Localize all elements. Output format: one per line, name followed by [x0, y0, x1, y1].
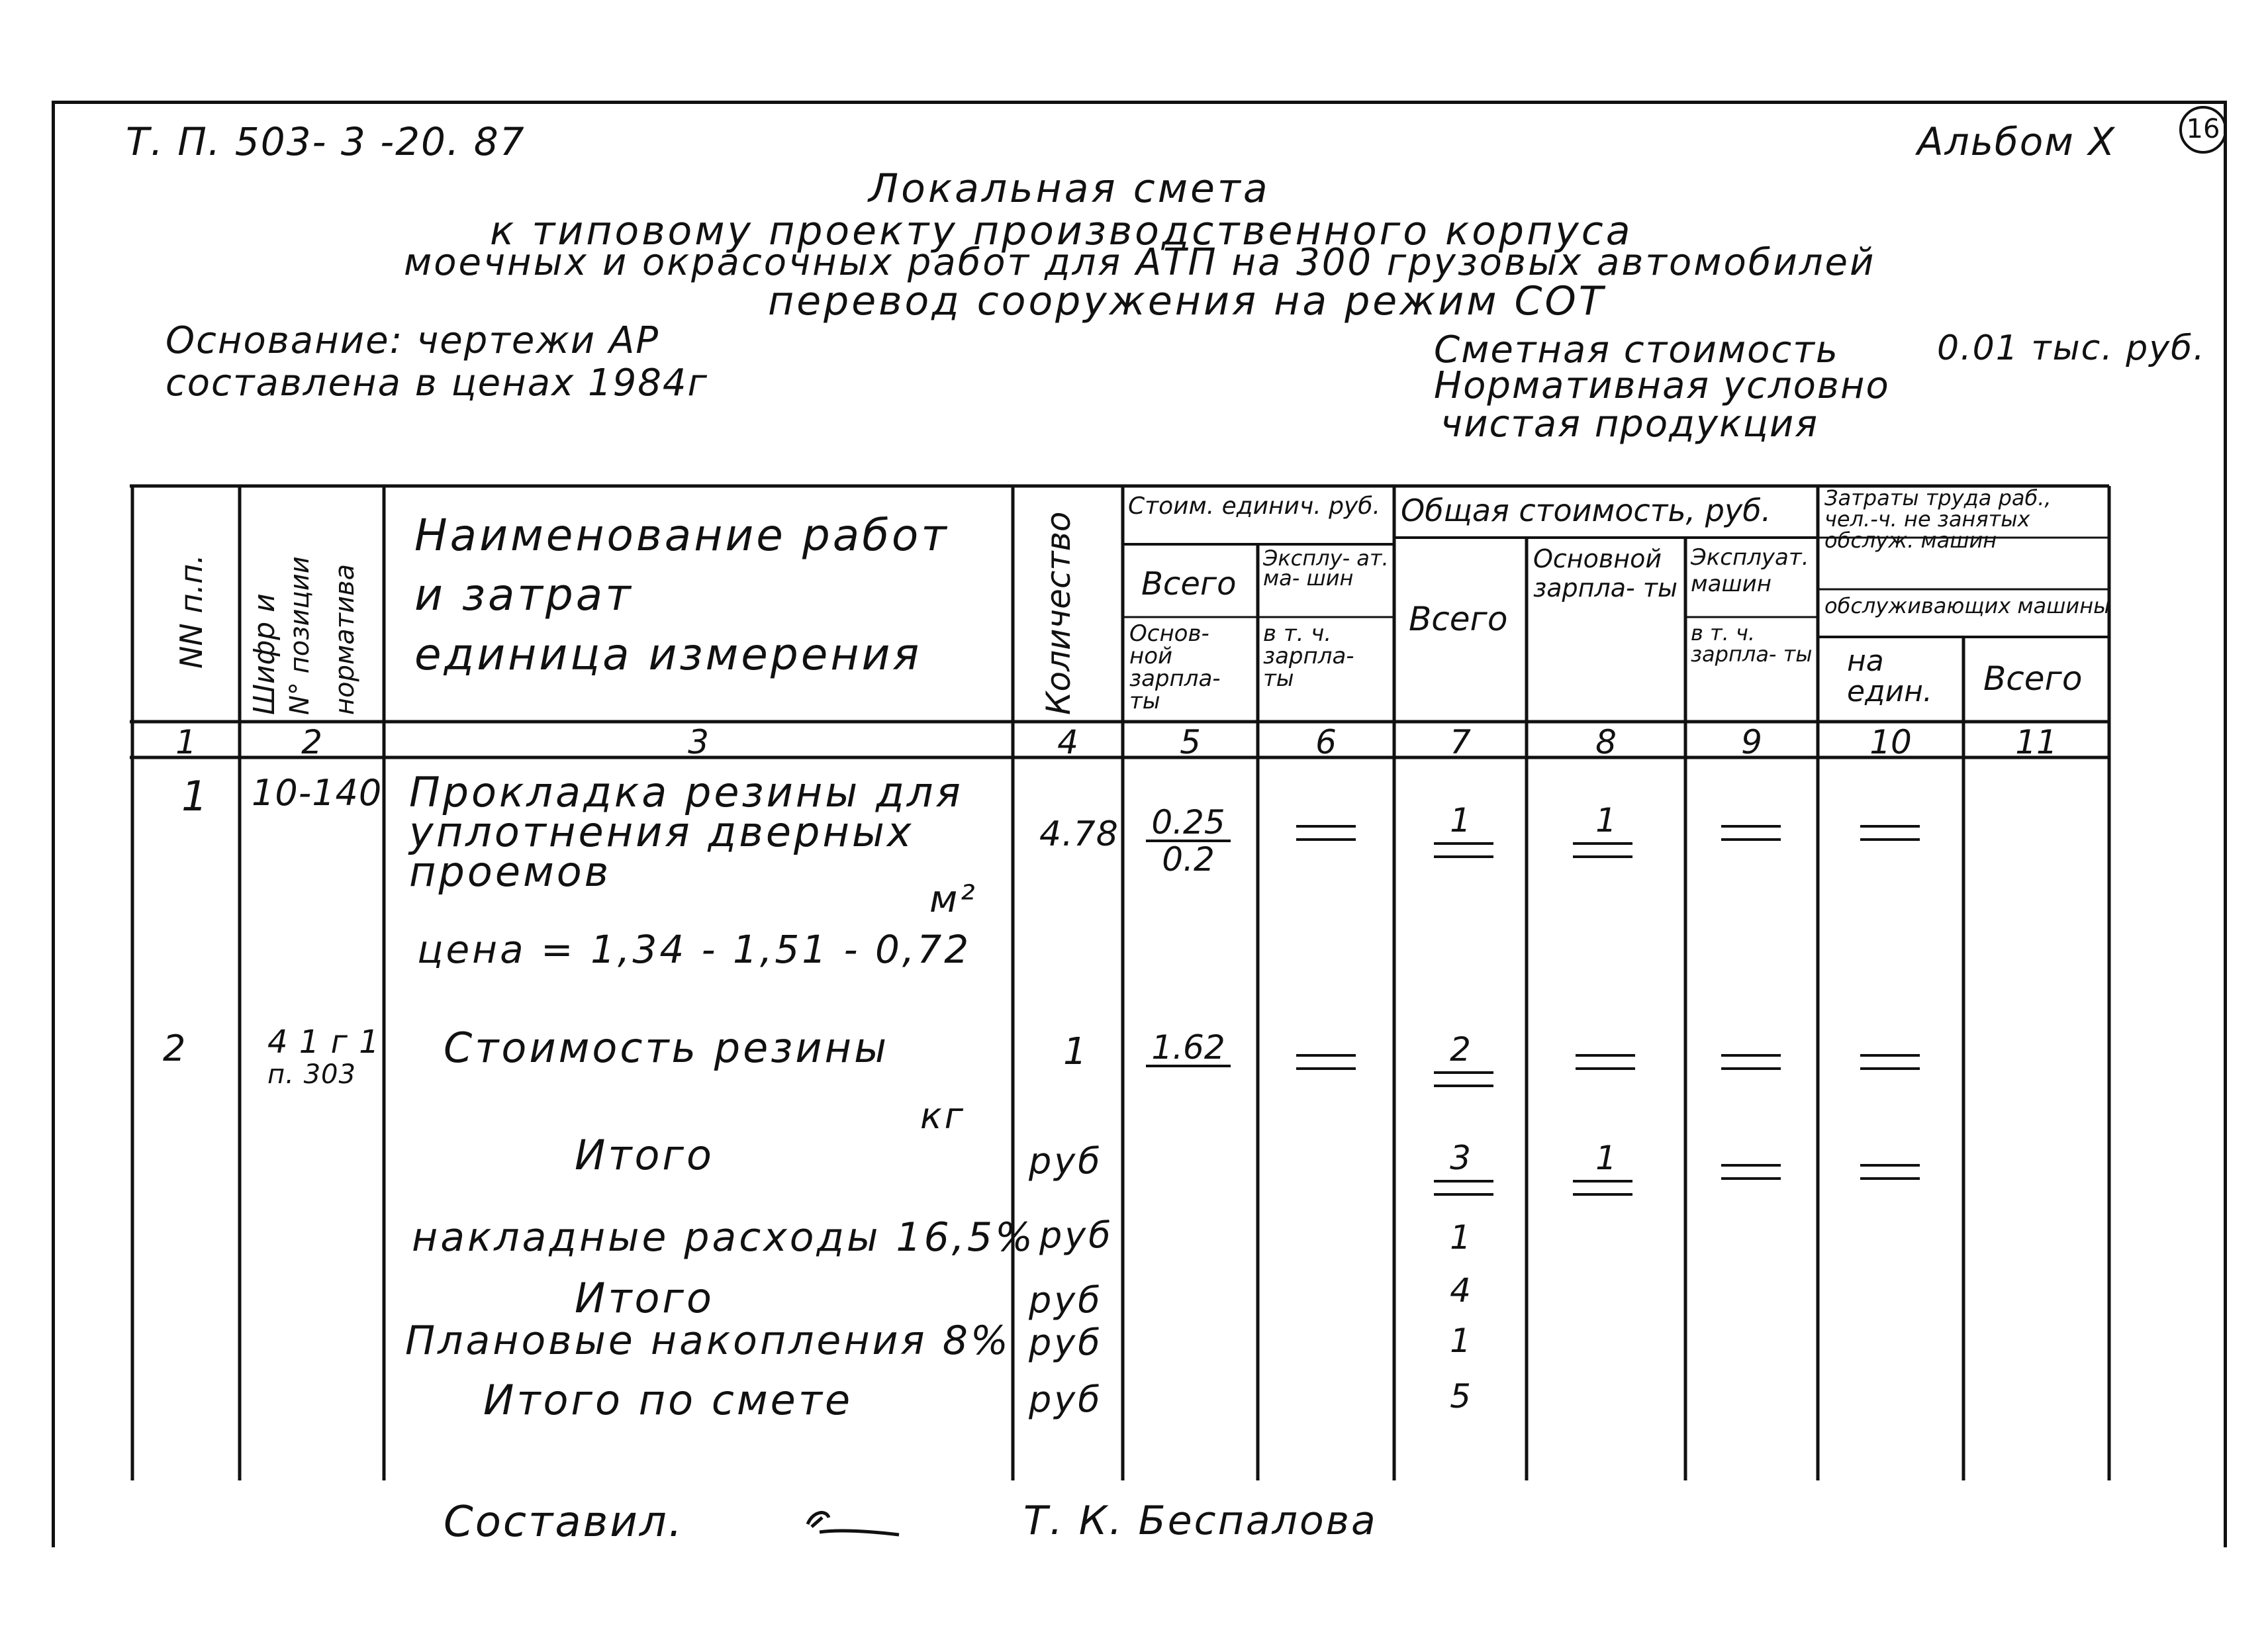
row1-name-2: уплотнения дверных [409, 808, 914, 856]
header-c10: на един. [1847, 644, 1932, 708]
col-number-3: 3 [688, 723, 709, 761]
header-c5b: Основ- ной зарпла- ты [1129, 620, 1221, 714]
summary1-c7: 3 [1450, 1139, 1471, 1177]
row1-c7: 1 [1450, 801, 1471, 840]
header-c9b: в т. ч. зарпла- ты [1691, 620, 1813, 667]
summary3-label: Итого [575, 1274, 714, 1322]
summary3-c7: 4 [1450, 1271, 1471, 1310]
summary2-unit: руб [1039, 1214, 1113, 1256]
row1-price: цена = 1,34 - 1,51 - 0,72 [417, 927, 972, 972]
basis-line-1: Основание: чертежи АР [165, 319, 660, 362]
row1-unit: м² [929, 878, 978, 921]
row1-name-3: проемов [409, 847, 612, 896]
col-number-11: 11 [2015, 723, 2057, 761]
header-total-cost: Общая стоимость, руб. [1401, 493, 1772, 528]
row2-name: Стоимость резины [444, 1024, 890, 1072]
header-unit-cost: Стоим. единич. руб. [1128, 493, 1380, 520]
summary3-unit: руб [1029, 1279, 1103, 1321]
row2-code-1: 4 1 г 1 [267, 1024, 380, 1061]
estimated-cost-label: Сметная стоимость [1434, 328, 1839, 371]
title-line-4: перевод сооружения на режим СОТ [768, 278, 1606, 324]
row2-qty: 1 [1063, 1030, 1090, 1073]
summary4-c7: 1 [1450, 1322, 1471, 1360]
summary1-c10-dash [1860, 1160, 1920, 1186]
row2-c7: 2 [1450, 1030, 1471, 1069]
header-c8: Основной зарпла- ты [1533, 544, 1677, 603]
header-c11: Всего [1983, 659, 2083, 698]
project-code: Т. П. 503- 3 -20. 87 [126, 119, 526, 164]
col-number-1: 1 [175, 723, 197, 761]
summary1-c8-dash [1573, 1176, 1632, 1185]
header-c6a: Эксплу- ат. ма- шин [1263, 546, 1389, 591]
header-col-4: Количество [1039, 511, 1078, 715]
row1-c5-fraction [1139, 805, 1238, 877]
summary1-label: Итого [575, 1131, 714, 1179]
summary1-unit: руб [1029, 1140, 1103, 1182]
normative-line-2: чистая продукция [1441, 403, 1819, 446]
row1-number: 1 [181, 772, 211, 820]
page-number: 16 [2179, 106, 2227, 154]
row1-c6-dash [1296, 821, 1356, 847]
row2-code-2: п. 303 [267, 1059, 356, 1090]
col-number-2: 2 [301, 723, 322, 761]
row2-c7-dash [1434, 1067, 1493, 1077]
row1-c9-dash [1721, 821, 1781, 847]
signature-mark [800, 1498, 906, 1551]
header-c5a: Всего [1141, 565, 1237, 603]
row1-c8: 1 [1595, 801, 1617, 840]
summary5-c7: 5 [1450, 1377, 1471, 1416]
row1-c10-dash [1860, 821, 1920, 847]
row1-qty: 4.78 [1039, 814, 1119, 854]
row2-c10-dash [1860, 1050, 1920, 1077]
summary2-c7: 1 [1450, 1218, 1471, 1257]
header-c7: Всего [1409, 600, 1508, 638]
row1-code: 10-140 [252, 772, 383, 814]
summary2-label: накладные расходы 16,5% [412, 1214, 1036, 1261]
col-number-8: 8 [1595, 723, 1617, 761]
row1-c5-bottom: 0.2 [1162, 840, 1215, 879]
title-line-3: моечных и окрасочных работ для АТП на 300 грузовых автомобилей [404, 241, 1876, 284]
col-number-5: 5 [1180, 723, 1201, 761]
header-c9a: Эксплуат. машин [1691, 544, 1809, 597]
row1-name-1: Прокладка резины для [409, 768, 963, 816]
row2-number: 2 [163, 1028, 189, 1069]
summary1-c7-dash [1434, 1176, 1493, 1185]
estimated-cost-value: 0.01 тыс. руб. [1937, 328, 2206, 368]
col-number-9: 9 [1741, 723, 1762, 761]
header-col-3b: и затрат [414, 569, 634, 620]
row2-c6-dash [1296, 1050, 1356, 1077]
row2-c5-top: 1.62 [1146, 1030, 1230, 1067]
album-label: Альбом X [1917, 119, 2116, 164]
col-number-10: 10 [1869, 723, 1912, 761]
compiler-name: Т. К. Беспалова [1023, 1498, 1378, 1544]
summary1-c8: 1 [1595, 1139, 1617, 1177]
header-col-2a: Шифр и [248, 593, 281, 715]
summary5-label: Итого по смете [483, 1376, 853, 1424]
row1-c8-dash [1573, 838, 1632, 847]
col-number-7: 7 [1450, 723, 1471, 761]
header-labor-2: обслуживающих машины [1824, 593, 2110, 618]
header-col-2c: норматива [330, 563, 360, 715]
row1-c5-top: 0.25 [1146, 805, 1230, 842]
header-col-1: NN п.п. [173, 554, 209, 669]
row1-c7-dash [1434, 838, 1493, 847]
header-labor: Затраты труда раб., чел.-ч. не занятых обслуж. машин [1824, 485, 2052, 553]
row2-c9-dash [1721, 1050, 1781, 1077]
header-c6b: в т. ч. зарпла- ты [1263, 620, 1354, 692]
col-number-4: 4 [1057, 723, 1078, 761]
header-col-3c: единица измерения [414, 629, 922, 680]
summary1-c9-dash [1721, 1160, 1781, 1186]
summary4-unit: руб [1029, 1322, 1103, 1363]
compiled-by-label: Составил. [444, 1498, 685, 1547]
row2-unit: кг [920, 1095, 966, 1137]
summary5-unit: руб [1029, 1378, 1103, 1420]
col-number-6: 6 [1315, 723, 1337, 761]
basis-line-2: составлена в ценах 1984г [165, 362, 708, 405]
title-line-1: Локальная смета [869, 166, 1270, 212]
header-col-3a: Наименование работ [414, 510, 949, 561]
row2-c5-fraction [1139, 1030, 1238, 1067]
header-col-2b: N° позиции [285, 556, 315, 715]
title-line-2: к типовому проекту производственного корпуса [490, 208, 1633, 254]
normative-line-1: Нормативная условно [1434, 364, 1890, 407]
summary4-label: Плановые накопления 8% [405, 1318, 1011, 1364]
row2-c8-dash [1576, 1050, 1635, 1077]
